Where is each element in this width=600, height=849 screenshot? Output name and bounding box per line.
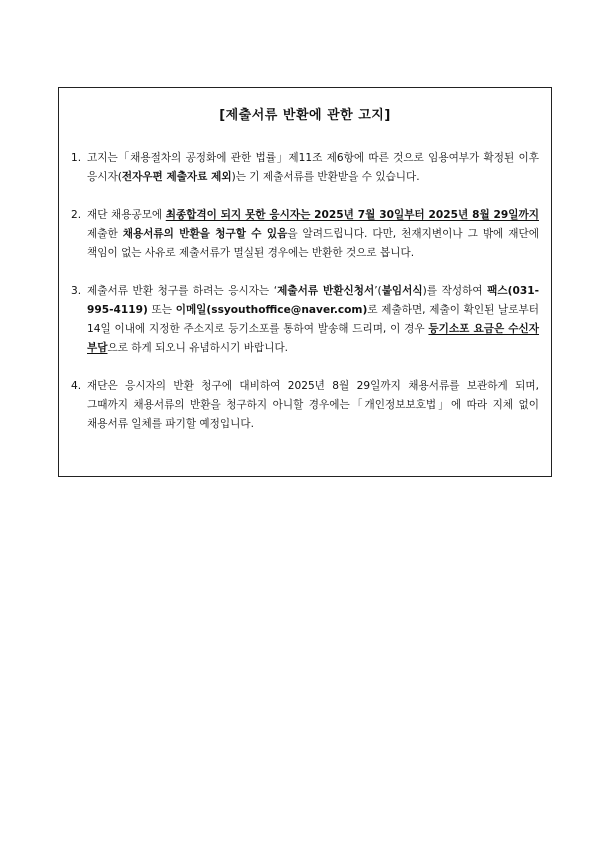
item-emphasis-underlined: 최종합격이 되지 못한 응시자는 2025년 7월 30일부터 2025년 8월 29일까지 <box>165 209 539 221</box>
item-text: 재단 채용공모에 <box>87 209 166 221</box>
notice-title: [제출서류 반환에 관한 고지] <box>219 108 391 123</box>
fax-number: 팩스(031-995-4119) <box>87 285 539 316</box>
item-number: 3. <box>71 285 82 297</box>
notice-item-4 <box>71 377 539 434</box>
item-number: 4. <box>71 380 82 392</box>
item-emphasis: 전자우편 제출자료 제외 <box>121 171 232 183</box>
item-text: )는 기 제출서류를 반환받을 수 있습니다. <box>231 171 420 183</box>
notice-box <box>58 87 552 477</box>
item-text: )를 작성하여 <box>422 285 488 297</box>
item-emphasis: 붙임서식 <box>381 285 423 297</box>
notice-item-2 <box>71 206 539 263</box>
item-text: 로 제출하면, 제출이 확인된 날로부터 14일 이내에 지정한 주소지로 등기소포를 통하여 발송해 드리며, 이 경우 <box>87 304 539 335</box>
item-emphasis: 제출서류 반환신청서 <box>277 285 375 297</box>
item-emphasis: 채용서류의 반환을 청구할 수 있음 <box>122 228 288 240</box>
notice-item-1 <box>71 149 539 187</box>
item-emphasis-underlined: 등기소포 요금은 수신자 부담 <box>87 323 540 354</box>
item-text: 으로 하게 되오니 유념하시기 바랍니다. <box>107 342 289 354</box>
item-number: 1. <box>71 152 82 164</box>
item-text: 고지는「채용절차의 공정화에 관한 법률」제11조 제6항에 따른 것으로 임용여부가 확정된 이후 응시자( <box>87 152 539 183</box>
item-number: 2. <box>71 209 82 221</box>
item-text: ’( <box>374 285 382 297</box>
notice-list <box>71 149 539 434</box>
item-text: 또는 <box>147 304 176 316</box>
email-address: 이메일(ssyouthoffice@naver.com) <box>175 304 368 316</box>
item-text: 제출서류 반환 청구를 하려는 응시자는 ‘ <box>87 285 278 297</box>
item-text: 을 알려드립니다. 다만, 천재지변이나 그 밖에 재단에 책임이 없는 사유로 제출서류가 멸실된 경우에는 반환한 것으로 봅니다. <box>87 228 539 259</box>
item-text: 재단은 응시자의 반환 청구에 대비하여 2025년 8월 29일까지 채용서류를 보관하게 되며, 그때까지 채용서류의 반환을 청구하지 아니할 경우에는「개인정보보호법」에 따라 지체 없이 채용서류 일체를 파기할 예정입니다. <box>87 380 539 430</box>
notice-item-3 <box>71 282 539 358</box>
item-text: 제출한 <box>87 228 123 240</box>
